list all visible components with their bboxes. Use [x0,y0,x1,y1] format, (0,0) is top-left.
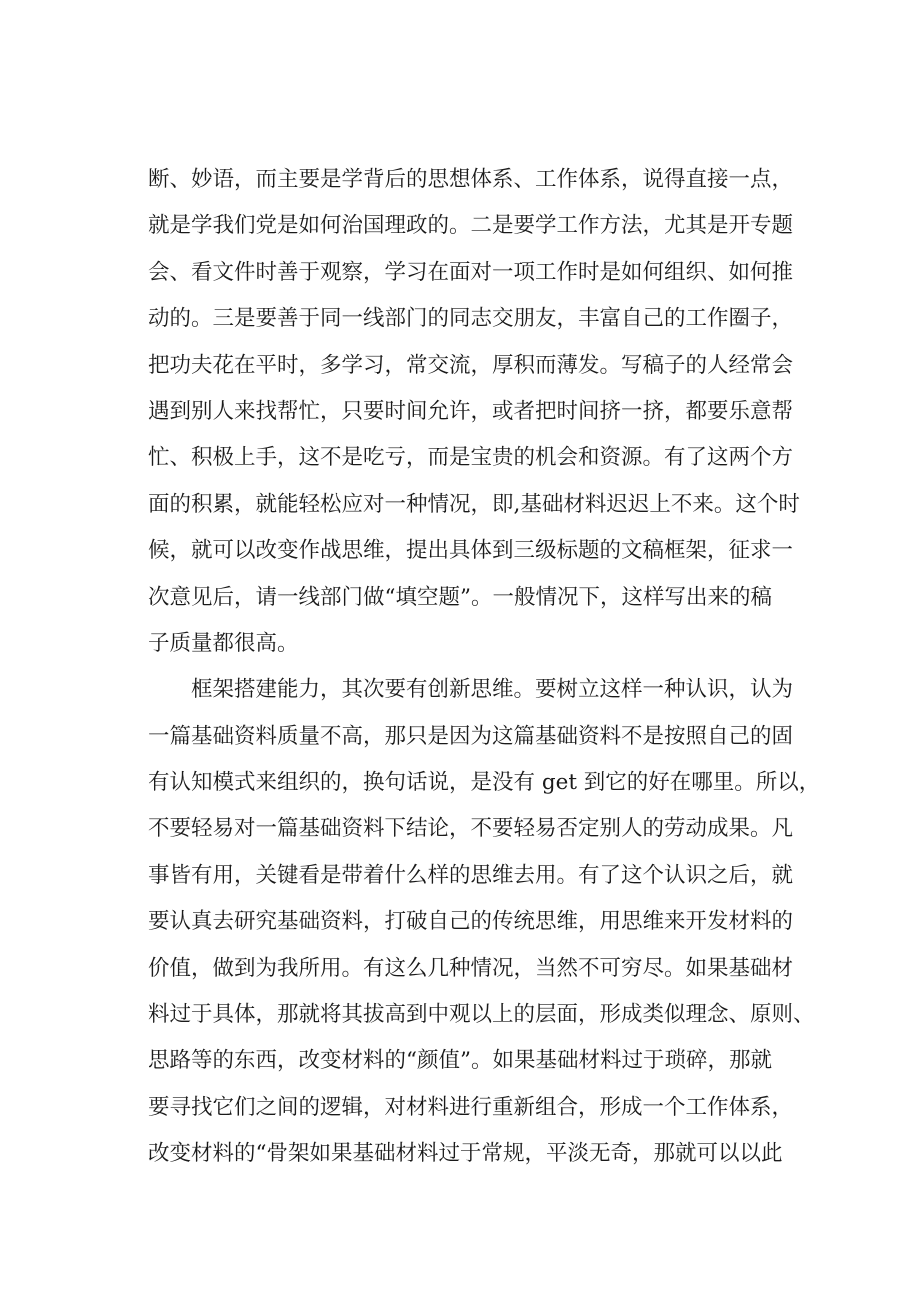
paragraph-2 [148,667,821,1177]
text-line: 一篇基础资料质量不高，那只是因为这篇基础资料不是按照自己的固 [148,723,794,749]
text-line: 料过于具体，那就将其拔高到中观以上的层面，形成类似理念、原则、 [148,1002,815,1028]
body-text [148,157,821,1178]
text-line: 子质量都很高。 [148,630,299,656]
text-line: 候，就可以改变作战思维，提出具体到三级标题的文稿框架，征求一 [148,538,794,564]
text-line: 面的积累，就能轻松应对一种情况，即,基础材料迟迟上不来。这个时 [148,491,800,517]
text-line: 就是学我们党是如何治国理政的。二是要学工作方法，尤其是开专题 [148,213,794,239]
text-line: 改变材料的“骨架如果基础材料过于常规，平淡无奇，那就可以以此 [148,1141,783,1167]
text-line: 断、妙语，而主要是学背后的思想体系、工作体系，说得直接一点， [148,167,794,192]
text-line: 要认真去研究基础资料，打破自己的传统思维，用思维来开发材料的 [148,909,794,935]
text-line: 遇到别人来找帮忙，只要时间允许，或者把时间挤一挤，都要乐意帮 [148,398,794,424]
paragraph-1 [148,157,808,667]
text-line: 次意见后，请一线部门做“填空题”。一般情况下，这样写出来的稿 [148,584,772,610]
text-line: 要寻找它们之间的逻辑，对材料进行重新组合，形成一个工作体系， [148,1094,794,1120]
text-line: 把功夫花在平时，多学习，常交流，厚积而薄发。写稿子的人经常会 [148,352,794,378]
text-line: 有认知模式来组织的，换句话说，是没有 get 到它的好在哪里。所以， [148,770,821,796]
text-line: 会、看文件时善于观察，学习在面对一项工作时是如何组织、如何推 [148,259,794,285]
text-line: 事皆有用，关键看是带着什么样的思维去用。有了这个认识之后，就 [148,862,794,888]
text-line: 动的。三是要善于同一线部门的同志交朋友，丰富自己的工作圈子， [148,306,794,332]
text-line: 价值，做到为我所用。有这么几种情况，当然不可穷尽。如果基础材 [148,955,794,981]
text-line: 忙、积极上手，这不是吃亏，而是宝贵的机会和资源。有了这两个方 [148,445,794,471]
text-line: 思路等的东西，改变材料的“颜值”。如果基础材料过于琐碎，那就 [148,1048,772,1074]
text-line: 不要轻易对一篇基础资料下结论，不要轻易否定别人的劳动成果。凡 [148,816,794,842]
text-line: 框架搭建能力，其次要有创新思维。要树立这样一种认识，认为 [191,677,794,703]
